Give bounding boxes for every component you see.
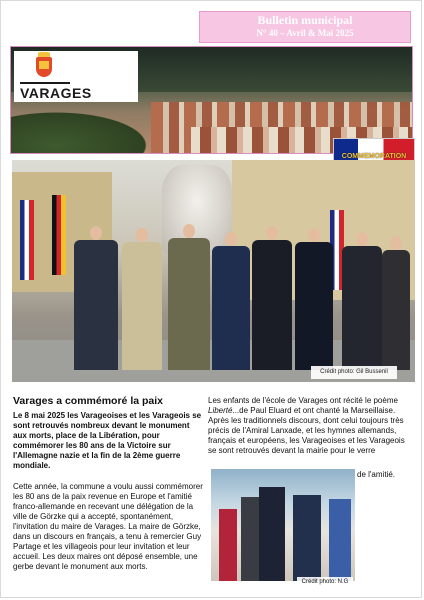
article-column-left	[13, 395, 203, 572]
flag-germany-icon	[52, 195, 66, 275]
town-name: VARAGES	[20, 85, 92, 101]
person	[212, 246, 250, 370]
paragraph-text: Les enfants de l'école de Varages ont récité le poème	[208, 396, 398, 405]
bulletin-header	[199, 11, 411, 43]
article-paragraph: Cette année, la commune a voulu aussi commémorer les 80 ans de la paix revenue en Europe et l'amitié franco-allemande en recevant une délégation de la ville de Görzke qui a accepté, spontanément, l'invitation du maire de Varages. La maire de Görzke, dans un discours en français, a tenu à remercier Guy Partage et les villageois pour leur invitation et leur accueil. Les deux maires ont déposé ensemble, une gerbe devant le monument aux morts.	[13, 482, 203, 571]
flag-france-icon	[20, 200, 34, 280]
paragraph-text: ...de Paul Eluard et ont chanté la Marseillaise. Après les traditionnels discours, dont celui toujours très précis de l'Amiral Lanxade, et les hymnes allemands, français et européens, les Varageoises et les Varageois se sont retrouvés devant la mairie pour le verre	[208, 406, 405, 455]
article-paragraph-2	[208, 396, 410, 456]
person	[295, 242, 333, 370]
person	[74, 240, 118, 370]
person	[342, 246, 382, 370]
person	[252, 240, 292, 370]
person	[259, 487, 285, 581]
badge-line1: COMMEMORATION	[341, 153, 407, 160]
person	[382, 250, 410, 370]
person	[293, 495, 321, 581]
coat-of-arms-icon	[36, 57, 52, 77]
article-ending: de l'amitié.	[357, 470, 395, 479]
article-lead: Le 8 mai 2025 les Varageoises et les Varageois se sont retrouvés nombreux devant le monument aux morts, place de la Libération, pour commémorer les 80 ans de la Victoire sur l'Allemagne nazie et la fin de la 2ème guerre mondiale.	[13, 411, 202, 470]
person	[122, 242, 162, 370]
person	[168, 238, 210, 370]
town-logo	[14, 51, 138, 102]
bulletin-title: Bulletin municipal	[257, 13, 353, 27]
trees	[11, 107, 161, 154]
ceremony-photo	[12, 160, 415, 382]
person	[329, 499, 351, 581]
photo-credit: Crédit photo: Gil Bussenil	[311, 366, 397, 379]
person	[219, 509, 237, 581]
logo-divider	[20, 82, 70, 84]
poem-title: Liberté	[208, 406, 233, 415]
article-headline: Varages a commémoré la paix	[13, 395, 163, 407]
reception-photo-credit: Crédit photo: N.G	[297, 577, 353, 587]
reception-photo	[211, 469, 355, 581]
article-column-right	[208, 396, 410, 456]
bulletin-issue: N° 40 – Avril & Mai 2025	[256, 28, 354, 38]
